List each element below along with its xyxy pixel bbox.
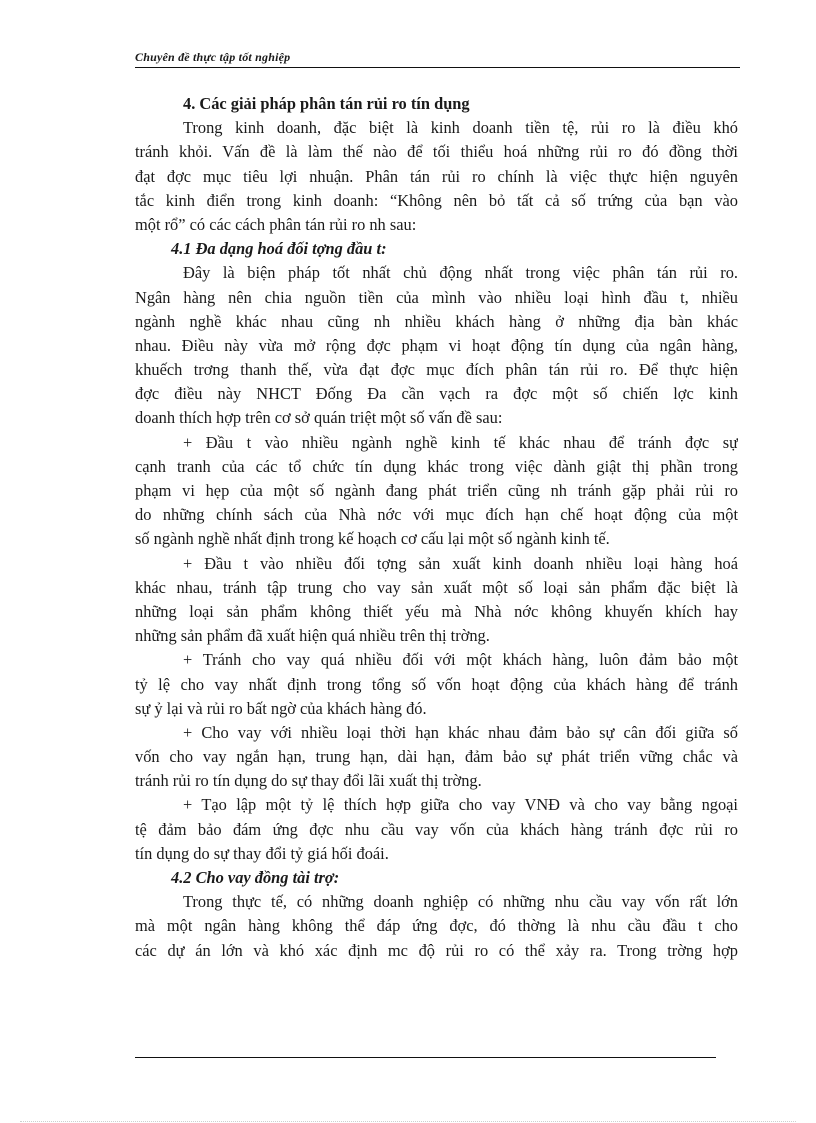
text-line: khuếch trơng thanh thế, vừa đạt đợc mục đích phân tán rủi ro. Để thực hiện xyxy=(135,360,738,380)
header-title: Chuyên đề thực tập tốt nghiệp xyxy=(135,50,291,64)
text-line: + Tránh cho vay quá nhiều đối với một khách hàng, luôn đảm bảo một xyxy=(183,650,738,670)
document-body xyxy=(135,92,738,963)
section-heading: 4.2 Cho vay đồng tài trợ: xyxy=(171,868,340,887)
text-line: những sản phẩm đã xuất hiện quá nhiều trên thị trờng. xyxy=(135,626,490,646)
text-line: + Đầu t vào nhiều ngành nghề kinh tế khác nhau để tránh đợc sự xyxy=(183,432,738,452)
text-line: số ngành nghề nhất định trong kế hoạch cơ cấu lại một số ngành kinh tế. xyxy=(135,529,610,549)
text-line: + Đầu t vào nhiều đối tợng sản xuất kinh doanh nhiều loại hàng hoá xyxy=(183,553,738,573)
section-heading: 4. Các giải pháp phân tán rủi ro tín dụng xyxy=(183,94,470,113)
text-line: những loại sản phẩm không thiết yếu mà Nhà nớc không khuyến khích hay xyxy=(135,601,738,621)
page-header xyxy=(135,49,740,68)
footer-rule xyxy=(135,1057,716,1058)
text-line: cạnh tranh của các tổ chức tín dụng khác trong việc dành giật thị phần trong xyxy=(135,456,738,476)
text-line: + Cho vay với nhiều loại thời hạn khác nhau đảm bảo sự cân đối giữa số xyxy=(183,722,738,742)
text-line: + Tạo lập một tỷ lệ thích hợp giữa cho vay VNĐ và cho vay bằng ngoại xyxy=(183,795,738,815)
text-line: tránh khỏi. Vấn đề là làm thế nào để tối thiểu hoá những rủi ro đó đồng thời xyxy=(135,142,738,162)
text-line: tắc kinh điển trong kinh doanh: “Không nên bỏ tất cả số trứng của bạn vào xyxy=(135,190,738,210)
text-line: nhau. Điều này vừa mở rộng đợc phạm vi hoạt động tín dụng của ngân hàng, xyxy=(135,335,738,355)
text-line: Trong kinh doanh, đặc biệt là kinh doanh tiền tệ, rủi ro là điều khó xyxy=(183,118,738,138)
text-line: ngành nghề khác nhau cũng nh nhiều khách hàng ở những địa bàn khác xyxy=(135,311,738,331)
text-line: do những chính sách của Nhà nớc với mục đích hạn chế hoạt động của một xyxy=(135,505,738,525)
text-line: tín dụng do sự thay đổi tỷ giá hối đoái. xyxy=(135,843,389,863)
text-line: Trong thực tế, có những doanh nghiệp có những nhu cầu vay vốn rất lớn xyxy=(183,892,738,912)
text-line: mà một ngân hàng không thể đáp ứng đợc, đó thờng là nhu cầu đầu t cho xyxy=(135,916,738,936)
text-line: sự ỷ lại và rủi ro bất ngờ của khách hàng đó. xyxy=(135,698,427,718)
text-line: doanh thích hợp trên cơ sở quán triệt một số vấn đề sau: xyxy=(135,408,503,428)
text-line: tệ đảm bảo đám ứng đợc nhu cầu vay vốn của khách hàng tránh đợc rủi ro xyxy=(135,819,738,839)
text-line: khác nhau, tránh tập trung cho vay sản xuất một số loại sản phẩm đặc biệt là xyxy=(135,577,738,597)
section-heading: 4.1 Đa dạng hoá đối tợng đầu t: xyxy=(171,239,387,259)
text-line: phạm vi hẹp của một số ngành đang phát triển cũng nh tránh gặp phải rủi ro xyxy=(135,481,738,500)
text-line: tránh rủi ro tín dụng do sự thay đổi lãi xuất thị trờng. xyxy=(135,771,482,791)
text-line: Ngân hàng nên chia nguồn tiền của mình vào nhiều loại hình đầu t, nhiều xyxy=(135,287,738,307)
text-line: đợc điều này NHCT Đống Đa cần vạch ra đợc một số chiến lợc kinh xyxy=(135,384,738,404)
text-line: các dự án lớn và khó xác định mc độ rủi ro có thể xảy ra. Trong trờng hợp xyxy=(135,940,738,960)
text-line: một rổ” có các cách phân tán rủi ro nh sau: xyxy=(135,214,417,234)
text-line: vốn cho vay ngắn hạn, trung hạn, dài hạn, đảm bảo sự phát triển vững chắc và xyxy=(135,747,738,767)
text-line: tỷ lệ cho vay nhất định trong tổng số vốn hoạt động của khách hàng để tránh xyxy=(135,674,738,694)
text-line: Đây là biện pháp tốt nhất chủ động nhất trong việc phân tán rủi ro. xyxy=(183,263,738,283)
text-line: đạt đợc mục tiêu lợi nhuận. Phân tán rủi ro chính là việc thực hiện nguyên xyxy=(135,166,738,186)
page-bottom-edge xyxy=(20,1121,796,1122)
